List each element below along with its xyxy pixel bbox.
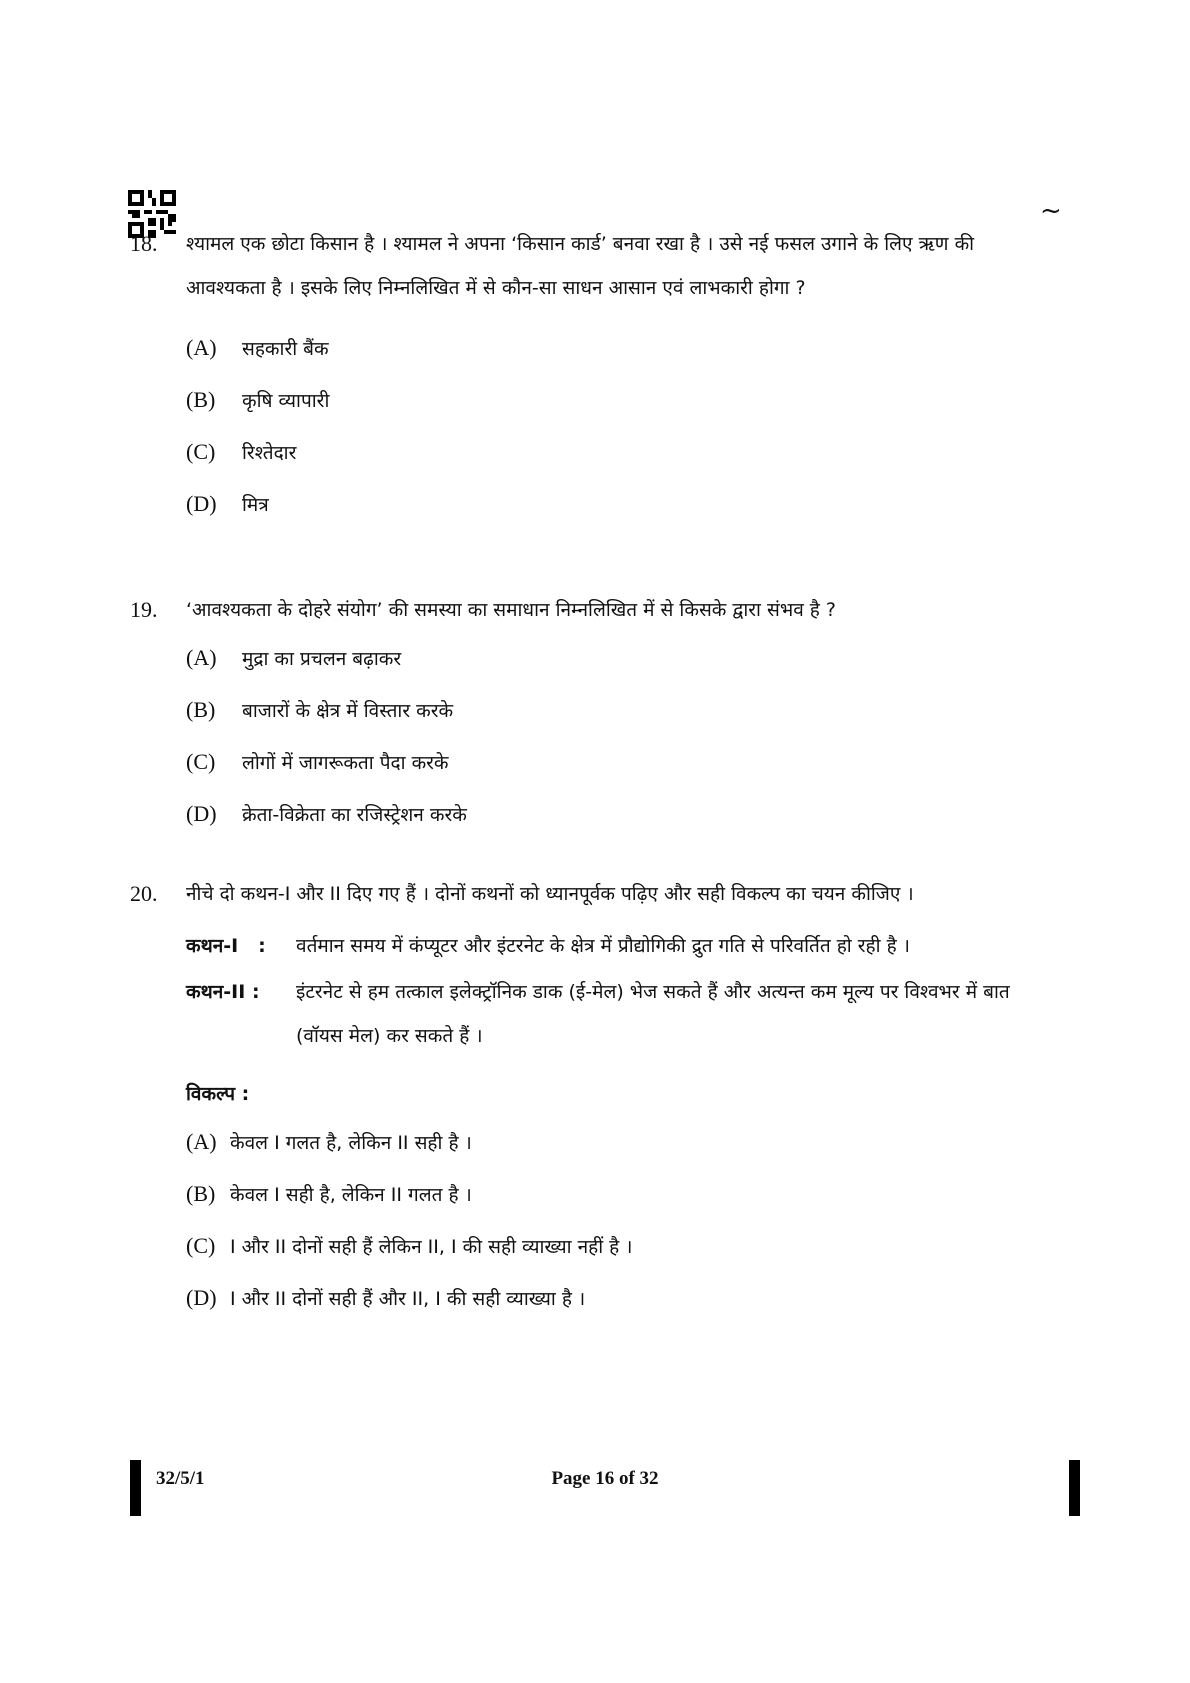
option-text: कृषि व्यापारी: [242, 390, 330, 412]
options-heading: विकल्प :: [186, 1083, 250, 1105]
option-label: (D): [186, 491, 217, 516]
option-text: केवल I सही है, लेकिन II गलत है ।: [230, 1184, 472, 1206]
option-text: सहकारी बैंक: [242, 338, 329, 360]
corner-mark: ~: [1040, 196, 1062, 226]
option-label: (A): [186, 335, 217, 360]
option-label: (B): [186, 1181, 216, 1206]
statement-text: इंटरनेट से हम तत्काल इलेक्ट्रॉनिक डाक (ई-मेल) भेज सकते हैं और अत्यन्त कम मूल्य पर विश्वभर में बात (वॉयस मेल) कर सकते हैं ।: [296, 981, 1010, 1047]
statement-label: कथन-I: [186, 935, 239, 957]
option-label: (B): [186, 387, 216, 412]
option-d: [186, 788, 1030, 840]
option-text: मित्र: [242, 494, 269, 516]
option-text: लोगों में जागरूकता पैदा करके: [242, 752, 449, 774]
option-d: [186, 478, 1030, 530]
option-text: मुद्रा का प्रचलन बढ़ाकर: [242, 648, 402, 670]
statement-label: कथन-II: [186, 981, 246, 1003]
option-c: [186, 1220, 1050, 1272]
option-text: रिश्तेदार: [242, 442, 297, 464]
statement-separator: :: [251, 981, 260, 1003]
option-c: [186, 426, 1030, 478]
option-text: क्रेता-विक्रेता का रजिस्ट्रेशन करके: [242, 804, 467, 826]
option-text: I और II दोनों सही हैं लेकिन II, I की सही व्याख्या नहीं है ।: [230, 1236, 633, 1258]
question-number: 18.: [130, 231, 158, 256]
option-text: बाजारों के क्षेत्र में विस्तार करके: [242, 700, 454, 722]
option-label: (A): [186, 645, 217, 670]
option-a: [186, 632, 1030, 684]
page-footer: [130, 1460, 1080, 1516]
option-a: [186, 322, 1030, 374]
paper-code: 32/5/1: [156, 1468, 205, 1489]
statement-1: [186, 924, 1050, 968]
option-label: (B): [186, 697, 216, 722]
option-a: [186, 1116, 1050, 1168]
question-number: 20.: [130, 881, 158, 906]
option-label: (D): [186, 1285, 217, 1310]
statement-separator: :: [258, 935, 266, 957]
option-b: [186, 374, 1030, 426]
option-b: [186, 1168, 1050, 1220]
question-text: ‘आवश्यकता के दोहरे संयोग’ की समस्या का समाधान निम्नलिखित में से किसके द्वारा संभव है ?: [186, 599, 837, 621]
option-text: I और II दोनों सही हैं और II, I की सही व्याख्या है ।: [230, 1288, 586, 1310]
option-label: (A): [186, 1129, 217, 1154]
option-label: (C): [186, 749, 216, 774]
option-text: केवल I गलत है, लेकिन II सही है ।: [230, 1132, 472, 1154]
statement-text: वर्तमान समय में कंप्यूटर और इंटरनेट के क्षेत्र में प्रौद्योगिकी द्रुत गति से परिवर्तित हो रही है ।: [296, 935, 910, 957]
page-number: Page 16 of 32: [551, 1468, 659, 1489]
question-20: [130, 872, 1050, 1324]
right-margin-bar: [1069, 1460, 1080, 1516]
statement-2: [186, 970, 1050, 1058]
question-number: 19.: [130, 597, 158, 622]
question-text: नीचे दो कथन-I और II दिए गए हैं । दोनों कथनों को ध्यानपूर्वक पढ़िए और सही विकल्प का चयन कीजिए ।: [186, 883, 914, 905]
option-label: (C): [186, 1233, 216, 1258]
option-c: [186, 736, 1030, 788]
option-d: [186, 1272, 1050, 1324]
option-label: (D): [186, 801, 217, 826]
question-text: श्यामल एक छोटा किसान है । श्यामल ने अपना ‘किसान कार्ड’ बनवा रखा है । उसे नई फसल उगाने के लिए ऋण की आवश्यकता है । इसके लिए निम्नलिखित में से कौन-सा साधन आसान एवं लाभकारी होगा ?: [186, 233, 975, 299]
option-b: [186, 684, 1030, 736]
question-18: [130, 222, 1030, 530]
question-19: [130, 588, 1030, 840]
option-label: (C): [186, 439, 216, 464]
